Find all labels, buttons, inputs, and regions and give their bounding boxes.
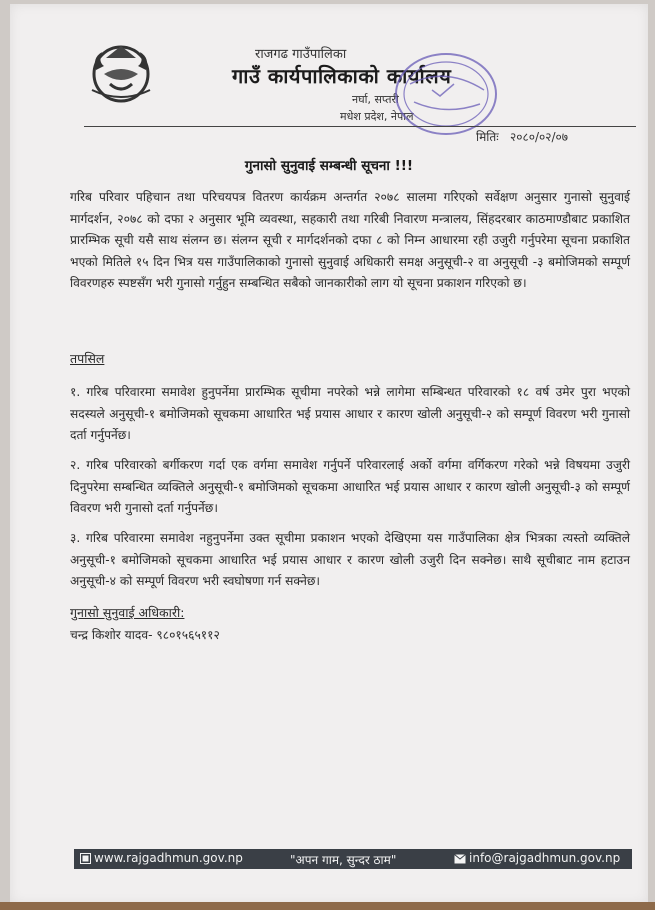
date-label: मितिः	[476, 130, 499, 144]
office-title: गाउँ कार्यपालिकाको कार्यालय	[232, 64, 452, 88]
footer-email[interactable]	[454, 851, 620, 865]
address-line-1: नर्घा, सप्तरी	[352, 93, 399, 106]
tapasil-heading: तपसिल	[70, 351, 105, 366]
mail-icon	[454, 854, 466, 864]
date-value: २०८०/०२/०७	[510, 130, 569, 144]
footer-website[interactable]	[80, 851, 243, 865]
officer-name: चन्द्र किशोर यादव- ९८०१५६५११२	[70, 628, 220, 642]
point-3: ३. गरिब परिवारमा समावेश नहुनुपर्नेमा उक्त सूचीमा प्रकाशन भएको देखिएमा यस गाउँपालिका क्षेत्र भित्रका त्यस्तो व्यक्तिले अनुसूची-१ बमोजिमको सूचकमा आधारित भई प्रयास आधार र कारण खोली उजुरी दिन सक्नेछ। साथै सूचीबाट नाम हटाउन अनुसूची-४ को सम्पूर्ण विवरण भरी स्वघोषणा गर्न सक्नेछ।	[70, 531, 630, 588]
notice-title: गुनासो सुनुवाई सम्बन्धी सूचना !!!	[244, 158, 414, 174]
government-emblem-icon	[82, 40, 160, 104]
address-line-2: मधेश प्रदेश, नेपाल	[340, 110, 414, 123]
municipality-name: राजगढ गाउँपालिका	[255, 47, 347, 62]
footer-bar	[74, 849, 632, 869]
intro-paragraph: गरिब परिवार पहिचान तथा परिचयपत्र वितरण कार्यक्रम अन्तर्गत २०७८ सालमा गरिएको सर्वेक्षण अनुसार गुनासो सुनुवाई मार्गदर्शन, २०७८ को दफा २ अनुसार भूमि व्यवस्था, सहकारी तथा गरिबी निवारण मन्त्रालय, सिंहदरबार काठमाण्डौबाट प्रकाशित प्रारम्भिक सूची यसै साथ संलग्न छ। संलग्न सूची र मार्गदर्शनको दफा ८ को निम्न आधारमा रही उजुरी गर्नुपरेमा सूचना प्रकाशित भएको मितिले १५ दिन भित्र यस गाउँपालिकाको गुनासो सुनुवाई अधिकारी समक्ष अनुसूची-२ वा अनुसूची -३ बमोजिमको सम्पूर्ण विवरणहरु स्पष्टसँग भरी गुनासो गर्नुहुन सम्बन्धित सबैको जानकारीको लाग यो सूचना प्रकाशन गरिएको छ।	[70, 190, 630, 290]
point-2: २. गरिब परिवारको बर्गीकरण गर्दा एक वर्गमा समावेश गर्नुपर्ने परिवारलाई अर्को वर्गमा वर्गिकरण गरेको भन्ने विषयमा उजुरी दिनुपरेमा सम्बन्धित व्यक्तिले अनुसूची-१ बमोजिमको सूचकमा आधारित भई प्रयास आधार र कारण खोली अनुसूची-३ को सम्पूर्ण विवरण भरी गुनासो दर्ता गर्नुपर्नेछ।	[70, 458, 630, 515]
web-icon	[80, 853, 91, 864]
website-text: www.rajgadhmun.gov.np	[94, 851, 243, 865]
email-text: info@rajgadhmun.gov.np	[469, 851, 621, 865]
notice-sheet	[10, 4, 648, 904]
header-divider	[84, 126, 636, 127]
footer-slogan: "अपन गाम, सुन्दर ठाम"	[290, 853, 397, 867]
table-edge	[0, 902, 655, 910]
office-stamp	[392, 50, 500, 138]
point-1: १. गरिब परिवारमा समावेश हुनुपर्नेमा प्रारम्भिक सूचीमा नपरेको भन्ने लागेमा सम्बिन्धत परिवारको १८ वर्ष उमेर पुरा भएको सदस्यले अनुसूची-१ बमोजिमको सूचकमा आधारित भई प्रयास आधार र कारण खोली अनुसूची-२ को सम्पूर्ण विवरण भरी गुनासो दर्ता गर्नुपर्नेछ।	[70, 385, 630, 442]
officer-heading: गुनासो सुनुवाई अधिकारी:	[70, 605, 185, 620]
